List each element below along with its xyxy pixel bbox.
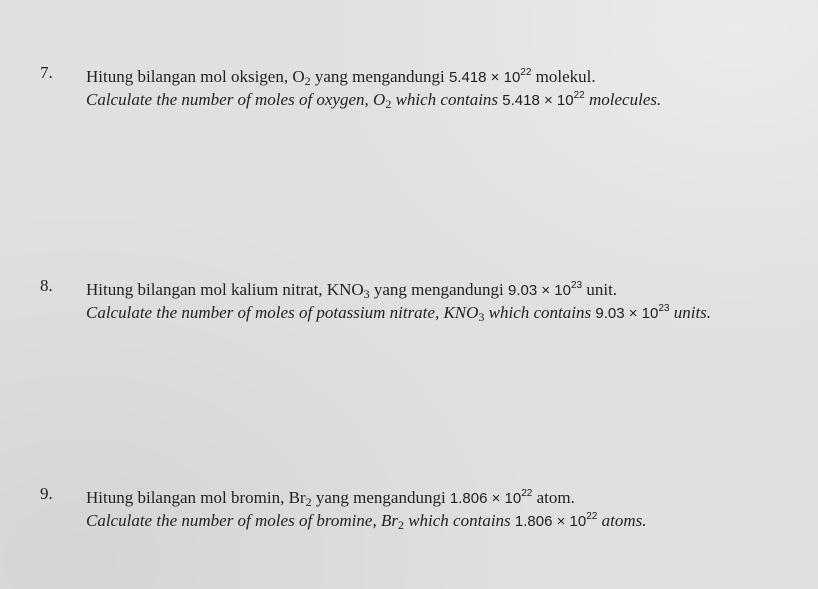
- text-segment: which contains: [391, 90, 503, 109]
- text-segment: which contains: [484, 303, 596, 322]
- quantity-mantissa: 9.03 × 10: [507, 282, 571, 299]
- text-segment: atom.: [532, 488, 575, 507]
- quantity-exponent: 22: [520, 67, 532, 78]
- text-segment: yang mengandungi: [311, 488, 450, 507]
- question-number: 7.: [40, 63, 53, 82]
- quantity-mantissa: 5.418 × 10: [448, 69, 521, 86]
- quantity-mantissa: 9.03 × 10: [595, 305, 659, 322]
- question-number: 9.: [40, 484, 53, 503]
- text-segment: Calculate the number of moles of potassium nitrate, KNO: [86, 303, 479, 322]
- subscript: 3: [478, 310, 485, 324]
- quantity-exponent: 22: [573, 90, 585, 101]
- question-text-english: [86, 85, 661, 115]
- quantity-exponent: 22: [521, 488, 533, 499]
- subscript: 3: [363, 287, 370, 301]
- quantity-exponent: 22: [586, 511, 598, 522]
- question-text-english: [86, 298, 711, 328]
- subscript: 2: [397, 518, 404, 532]
- text-segment: Calculate the number of moles of bromine, Br: [86, 511, 398, 530]
- quantity-mantissa: 1.806 × 10: [514, 513, 587, 530]
- subscript: 2: [304, 74, 311, 88]
- quantity-exponent: 23: [658, 303, 670, 314]
- text-segment: Hitung bilangan mol oksigen, O: [86, 67, 305, 86]
- subscript: 2: [385, 97, 392, 111]
- subscript: 2: [305, 495, 312, 509]
- text-segment: Hitung bilangan mol kalium nitrat, KNO: [86, 280, 364, 299]
- text-segment: molecules.: [584, 90, 662, 109]
- question-text-english: [86, 506, 647, 536]
- text-segment: atoms.: [597, 511, 647, 530]
- quantity-exponent: 23: [570, 280, 583, 291]
- text-segment: unit.: [582, 280, 618, 299]
- text-segment: which contains: [403, 511, 515, 530]
- quantity-mantissa: 5.418 × 10: [502, 92, 574, 109]
- text-segment: yang mengandungi: [369, 280, 508, 299]
- text-segment: Hitung bilangan mol bromin, Br: [86, 488, 306, 507]
- text-segment: units.: [669, 303, 712, 322]
- text-segment: yang mengandungi: [310, 67, 449, 86]
- question-number: 8.: [40, 276, 53, 295]
- text-segment: molekul.: [531, 67, 596, 86]
- quantity-mantissa: 1.806 × 10: [449, 490, 522, 507]
- text-segment: Calculate the number of moles of oxygen, O: [86, 90, 386, 109]
